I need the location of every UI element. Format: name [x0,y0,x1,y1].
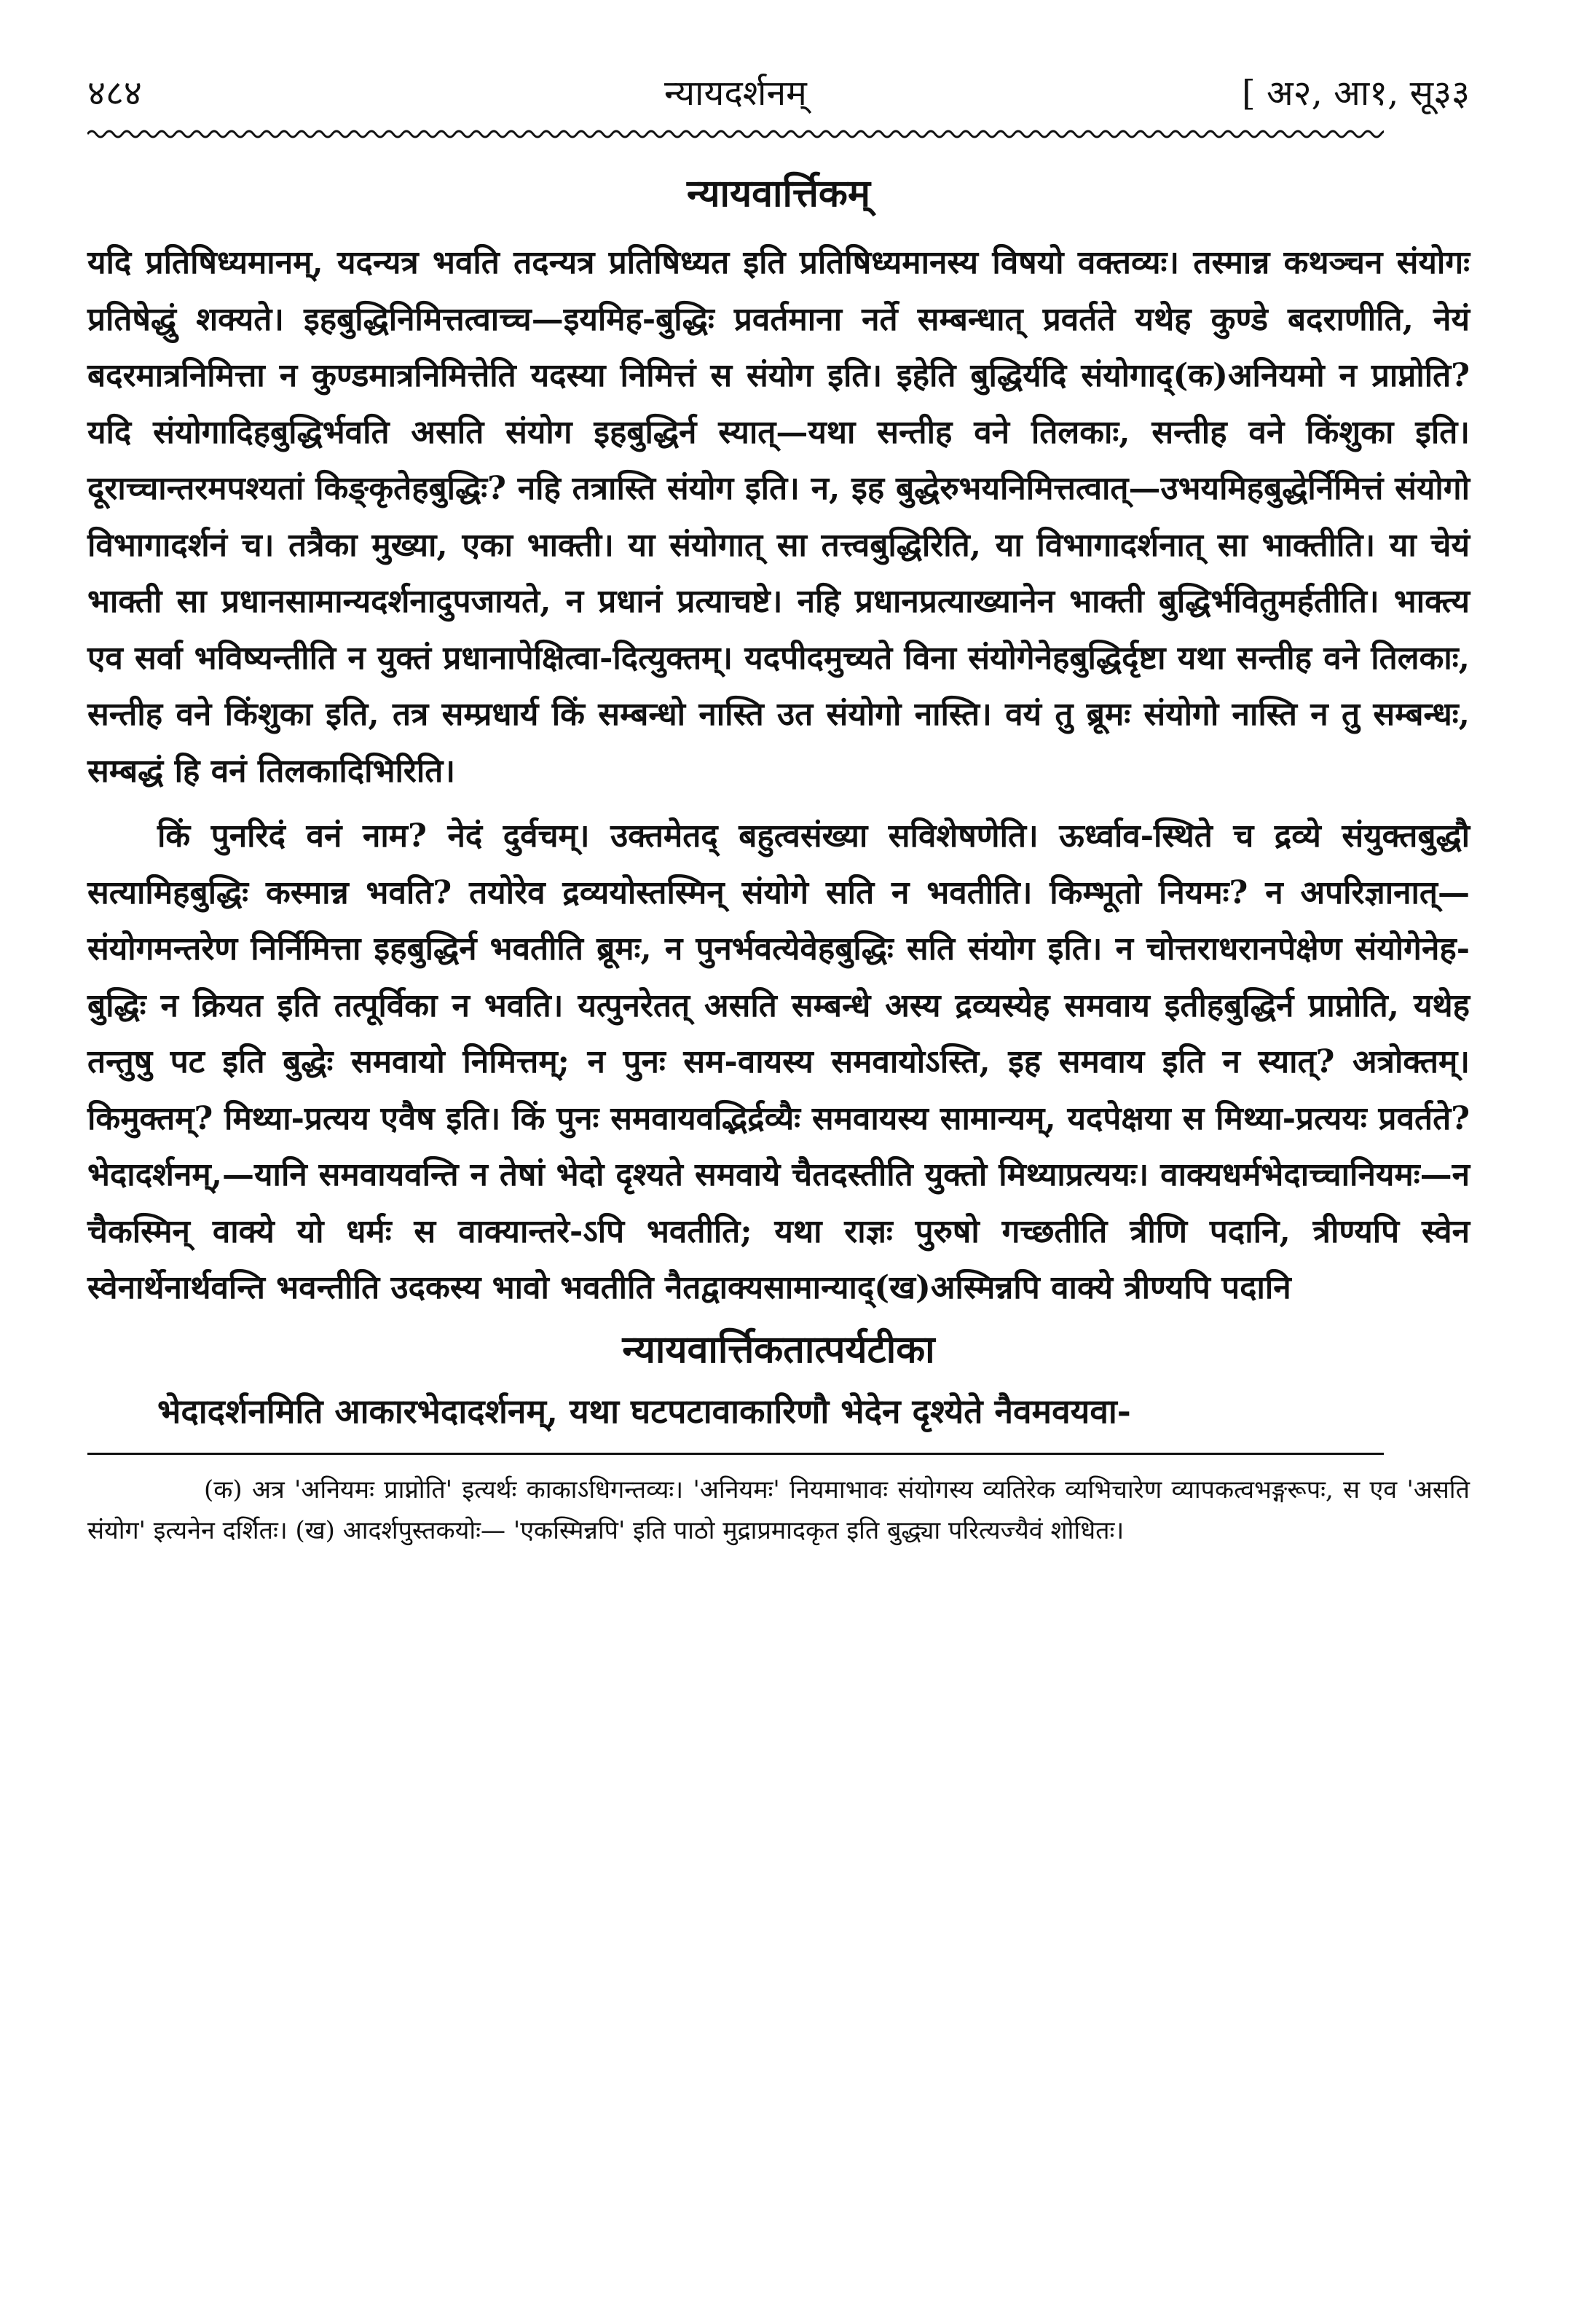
footnote-divider [87,1453,1384,1455]
vartika-paragraph-2: किं पुनरिदं वनं नाम? नेदं दुर्वचम्। उक्तमेतद् बहुत्वसंख्या सविशेषणेति। ऊर्ध्वाव-स्थिते च द्रव्ये संयुक्तबुद्धौ सत्यामिहबुद्धिः कस्मान्न भवति? तयोरेव द्रव्ययोस्तस्मिन् संयोगे सति न भवतीति। किम्भूतो नियमः? न अपरिज्ञानात्—संयोगमन्तरेण निर्निमित्ता इहबुद्धिर्न भवतीति ब्रूमः, न पुनर्भवत्येवेहबुद्धिः सति संयोग इति। न चोत्तराधरानपेक्षेण संयोगेनेह-बुद्धिः न क्रियत इति तत्पूर्विका न भवति। यत्पुनरेतत् असति सम्बन्धे अस्य द्रव्यस्येह समवाय इतीहबुद्धिर्न प्राप्नोति, यथेह तन्तुषु पट इति बुद्धेः समवायो निमित्तम्; न पुनः सम-वायस्य समवायोऽस्ति, इह समवाय इति न स्यात्? अत्रोक्तम्। किमुक्तम्? मिथ्या-प्रत्यय एवैष इति। किं पुनः समवायवद्भिर्द्रव्यैः समवायस्य सामान्यम्, यदपेक्षया स मिथ्या-प्रत्ययः प्रवर्तते? भेदादर्शनम्,—यानि समवायवन्ति न तेषां भेदो दृश्यते समवाये चैतदस्तीति युक्तो मिथ्याप्रत्ययः। वाक्यधर्मभेदाच्चानियमः—न चैकस्मिन् वाक्ये यो धर्मः स वाक्यान्तरे-ऽपि भवतीति; यथा राज्ञः पुरुषो गच्छतीति त्रीणि पदानि, त्रीण्यपि स्वेन स्वेनार्थेनार्थवन्ति भवन्तीति उदकस्य भावो भवतीति नैतद्वाक्यसामान्याद्(ख)अस्मिन्नपि वाक्ये त्रीण्यपि पदानि [87,817,1470,1306]
vartika-paragraph-1: यदि प्रतिषिध्यमानम्, यदन्यत्र भवति तदन्यत्र प्रतिषिध्यत इति प्रतिषिध्यमानस्य विषयो वक्तव्यः। तस्मान्न कथञ्चन संयोगः प्रतिषेद्धुं शक्यते। इहबुद्धिनिमित्तत्वाच्च—इयमिह-बुद्धिः प्रवर्तमाना नर्ते सम्बन्धात् प्रवर्तते यथेह कुण्डे बदराणीति, नेयं बदरमात्रनिमित्ता न कुण्डमात्रनिमित्तेति यदस्या निमित्तं स संयोग इति। इहेति बुद्धिर्यदि संयोगाद्(क)अनियमो न प्राप्नोति? यदि संयोगादिहबुद्धिर्भवति असति संयोग इहबुद्धिर्न स्यात्—यथा सन्तीह वने तिलकाः, सन्तीह वने किंशुका इति। दूराच्चान्तरमपश्यतां किङ्कृतेहबुद्धिः? नहि तत्रास्ति संयोग इति। न, इह बुद्धेरुभयनिमित्तत्वात्—उभयमिहबुद्धेर्निमित्तं संयोगो विभागादर्शनं च। तत्रैका मुख्या, एका भाक्ती। या संयोगात् सा तत्त्वबुद्धिरिति, या विभागादर्शनात् सा भाक्तीति। या चेयं भाक्ती सा प्रधानसामान्यदर्शनादुपजायते, न प्रधानं प्रत्याचष्टे। नहि प्रधानप्रत्याख्यानेन भाक्ती बुद्धिर्भवितुमर्हतीति। भाक्त्य एव सर्वा भविष्यन्तीति न युक्तं प्रधानापेक्षित्वा-दित्युक्तम्। यदपीदमुच्यते विना संयोगेनेहबुद्धिर्दृष्टा यथा सन्तीह वने तिलकाः, सन्तीह वने किंशुका इति, तत्र सम्प्रधार्य किं सम्बन्धो नास्ति उत संयोगो नास्ति। वयं तु ब्रूमः संयोगो नास्ति न तु सम्बन्धः, सम्बद्धं हि वनं तिलकादिभिरिति। [87,244,1470,790]
vartika-title: न्यायवार्त्तिकम् [687,171,870,216]
tika-title: न्यायवार्त्तिकतात्पर्यटीका [622,1327,935,1372]
page-number: ४८४ [87,73,142,114]
wavy-rule [87,125,1384,143]
footnotes: (क) अत्र 'अनियमः प्राप्नोति' इत्यर्थः काकाऽधिगन्तव्यः। 'अनियमः' नियमाभावः संयोगस्य व्यतिरेक व्यभिचारेण व्यापकत्वभङ्गरूपः, स एव 'असति संयोग' इत्यनेन दर्शितः। (ख) आदर्शपुस्तकयोः— 'एकस्मिन्नपि' इति पाठो मुद्राप्रमादकृत इति बुद्ध्या परित्यज्यैवं शोधितः। [87,1475,1470,1545]
running-title: न्यायदर्शनम् [664,73,807,114]
running-header [87,70,1470,121]
tika-paragraph: भेदादर्शनमिति आकारभेदादर्शनम्, यथा घटपटावाकारिणौ भेदेन दृश्येते नैवमवयवा- [157,1391,1131,1431]
chapter-reference: [ अ२, आ१, सू३३ [1241,73,1470,114]
